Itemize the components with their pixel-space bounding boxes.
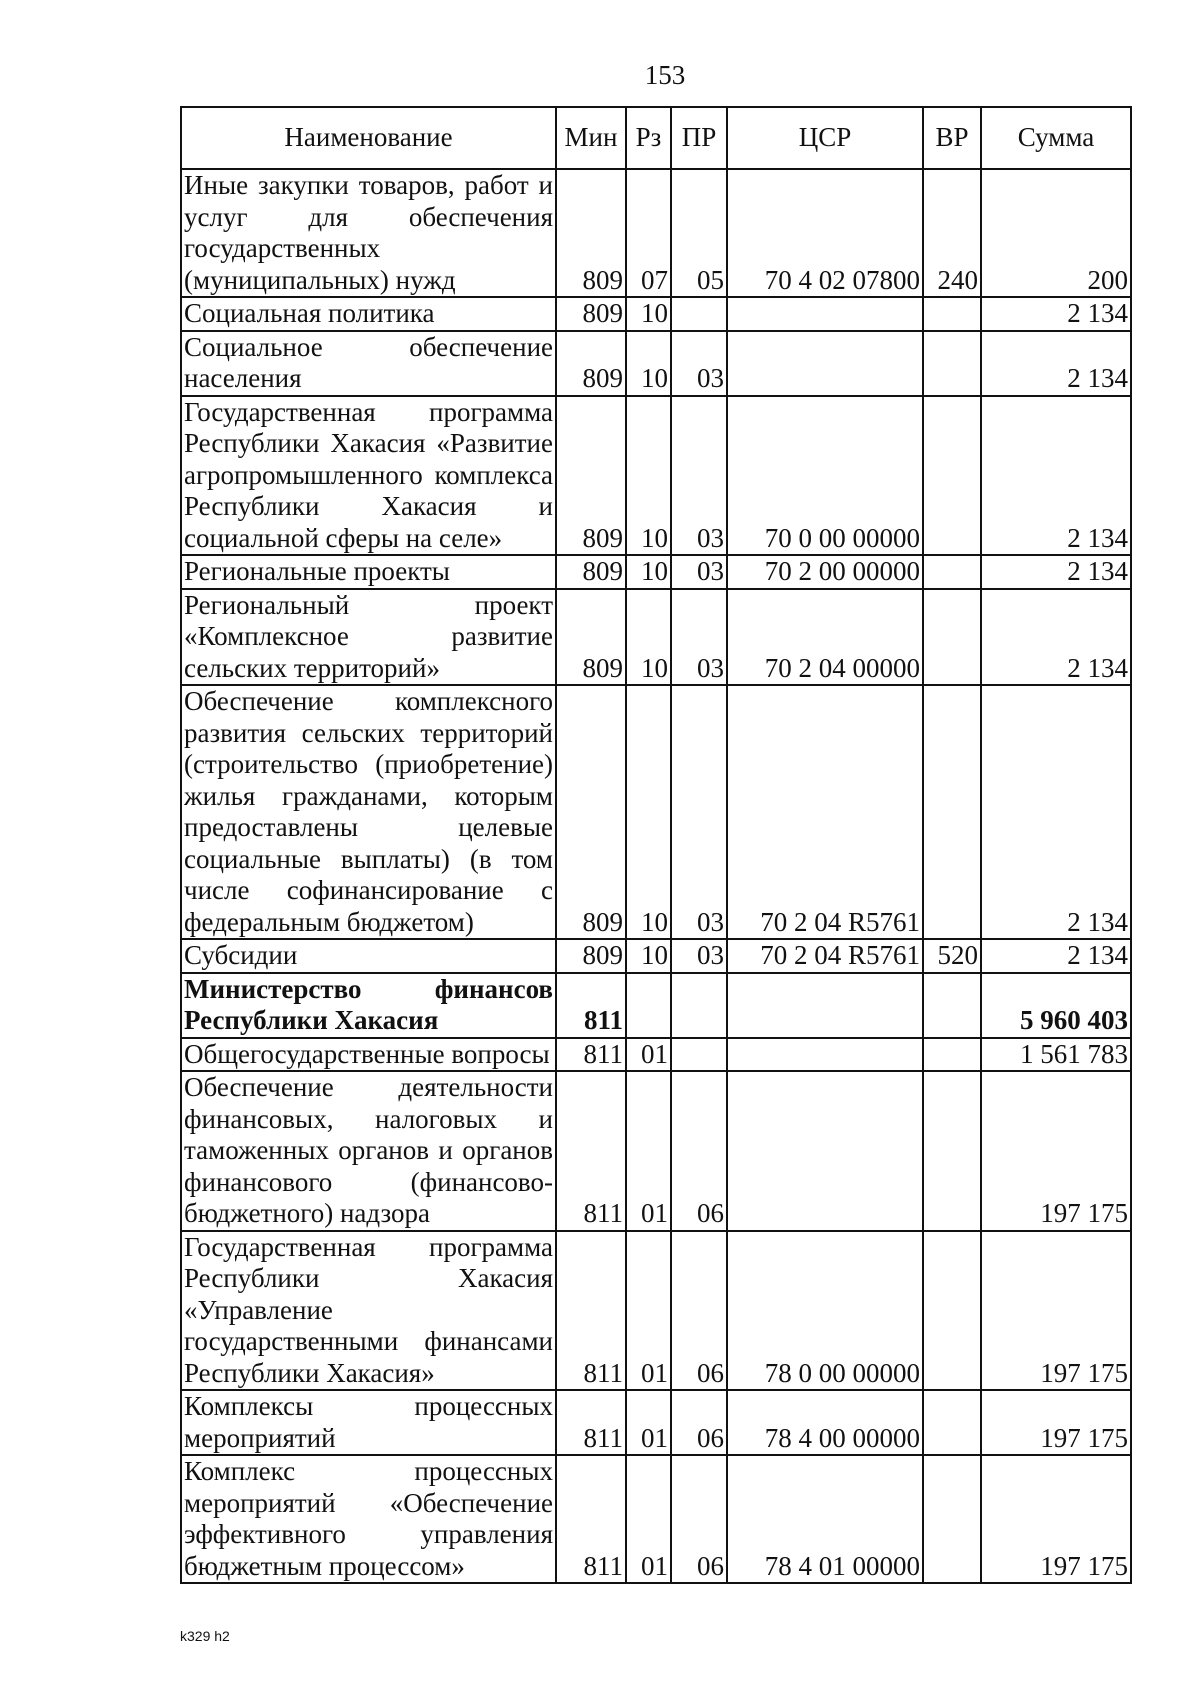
- header-sum: Сумма: [981, 107, 1131, 169]
- cell-pr: 03: [671, 396, 727, 556]
- table-row: [181, 555, 1131, 589]
- cell-sum: 200: [981, 169, 1131, 297]
- header-vr: ВР: [923, 107, 981, 169]
- cell-rz: 07: [626, 169, 671, 297]
- cell-rz: 10: [626, 396, 671, 556]
- cell-vr: [923, 1455, 981, 1583]
- cell-rz: 10: [626, 939, 671, 973]
- cell-min: 811: [556, 1071, 626, 1231]
- page-number: 153: [644, 60, 686, 90]
- table-row: [181, 973, 1131, 1038]
- cell-name: Государственная программа Республики Хакасия «Развитие агропромышленного комплекса Республики Хакасия и социальной сферы на селе»: [181, 396, 556, 556]
- cell-min: 809: [556, 939, 626, 973]
- cell-sum: 197 175: [981, 1455, 1131, 1583]
- table-header-row: [181, 107, 1131, 169]
- cell-min: 809: [556, 331, 626, 396]
- cell-min: 809: [556, 169, 626, 297]
- cell-pr: 06: [671, 1455, 727, 1583]
- cell-csr: [727, 297, 923, 331]
- cell-csr: 70 2 04 00000: [727, 589, 923, 686]
- table-row: [181, 1390, 1131, 1455]
- cell-name: Обеспечение деятельности финансовых, налоговых и таможенных органов и органов финансового (финансово-бюджетного) надзора: [181, 1071, 556, 1231]
- cell-vr: [923, 331, 981, 396]
- cell-vr: [923, 1038, 981, 1072]
- header-pr: ПР: [671, 107, 727, 169]
- cell-rz: 10: [626, 589, 671, 686]
- cell-vr: [923, 589, 981, 686]
- cell-name: Общегосударственные вопросы: [181, 1038, 556, 1072]
- cell-sum: 1 561 783: [981, 1038, 1131, 1072]
- budget-table: [180, 106, 1132, 1584]
- cell-vr: [923, 297, 981, 331]
- cell-vr: [923, 1071, 981, 1231]
- cell-min: 811: [556, 973, 626, 1038]
- table-row: [181, 331, 1131, 396]
- cell-min: 809: [556, 297, 626, 331]
- cell-pr: 03: [671, 589, 727, 686]
- cell-rz: 10: [626, 685, 671, 939]
- table-row: [181, 396, 1131, 556]
- cell-sum: 2 134: [981, 396, 1131, 556]
- cell-name: Региональные проекты: [181, 555, 556, 589]
- cell-vr: [923, 1390, 981, 1455]
- table-row: [181, 589, 1131, 686]
- cell-csr: [727, 331, 923, 396]
- cell-rz: 01: [626, 1231, 671, 1391]
- cell-min: 811: [556, 1455, 626, 1583]
- cell-vr: [923, 1231, 981, 1391]
- cell-name: Обеспечение комплексного развития сельских территорий (строительство (приобретение) жилья гражданами, которым предоставлены целевые социальные выплаты) (в том числе софинансирование с федеральным бюджетом): [181, 685, 556, 939]
- cell-vr: [923, 973, 981, 1038]
- cell-csr: 70 2 04 R5761: [727, 939, 923, 973]
- cell-pr: 03: [671, 939, 727, 973]
- cell-rz: 10: [626, 297, 671, 331]
- cell-name: Государственная программа Республики Хакасия «Управление государственными финансами Республики Хакасия»: [181, 1231, 556, 1391]
- cell-pr: [671, 973, 727, 1038]
- cell-min: 809: [556, 555, 626, 589]
- cell-min: 811: [556, 1038, 626, 1072]
- cell-rz: 01: [626, 1390, 671, 1455]
- cell-pr: 06: [671, 1231, 727, 1391]
- cell-pr: 06: [671, 1071, 727, 1231]
- cell-name: Социальная политика: [181, 297, 556, 331]
- cell-name: Региональный проект «Комплексное развитие сельских территорий»: [181, 589, 556, 686]
- cell-rz: [626, 973, 671, 1038]
- cell-name: Министерство финансов Республики Хакасия: [181, 973, 556, 1038]
- table-row: [181, 685, 1131, 939]
- cell-csr: 70 2 04 R5761: [727, 685, 923, 939]
- cell-rz: 10: [626, 331, 671, 396]
- cell-csr: 78 4 01 00000: [727, 1455, 923, 1583]
- cell-csr: [727, 1038, 923, 1072]
- cell-vr: [923, 555, 981, 589]
- cell-csr: 78 0 00 00000: [727, 1231, 923, 1391]
- cell-sum: 2 134: [981, 555, 1131, 589]
- cell-min: 809: [556, 685, 626, 939]
- cell-rz: 10: [626, 555, 671, 589]
- cell-csr: [727, 1071, 923, 1231]
- table-row: [181, 1038, 1131, 1072]
- cell-csr: 70 4 02 07800: [727, 169, 923, 297]
- cell-sum: 2 134: [981, 685, 1131, 939]
- cell-csr: 70 0 00 00000: [727, 396, 923, 556]
- cell-csr: 78 4 00 00000: [727, 1390, 923, 1455]
- cell-pr: 06: [671, 1390, 727, 1455]
- cell-sum: 2 134: [981, 939, 1131, 973]
- cell-pr: 03: [671, 555, 727, 589]
- cell-min: 809: [556, 396, 626, 556]
- cell-min: 811: [556, 1390, 626, 1455]
- table-row: [181, 1455, 1131, 1583]
- table-row: [181, 1231, 1131, 1391]
- cell-name: Комплекс процессных мероприятий «Обеспечение эффективного управления бюджетным процессом»: [181, 1455, 556, 1583]
- cell-sum: 2 134: [981, 589, 1131, 686]
- cell-name: Социальное обеспечение населения: [181, 331, 556, 396]
- header-rz: Рз: [626, 107, 671, 169]
- table-row: [181, 1071, 1131, 1231]
- header-csr: ЦСР: [727, 107, 923, 169]
- cell-rz: 01: [626, 1071, 671, 1231]
- cell-vr: [923, 396, 981, 556]
- cell-name: Комплексы процессных мероприятий: [181, 1390, 556, 1455]
- cell-pr: [671, 1038, 727, 1072]
- cell-csr: [727, 973, 923, 1038]
- cell-pr: 03: [671, 685, 727, 939]
- header-min: Мин: [556, 107, 626, 169]
- header-name: Наименование: [181, 107, 556, 169]
- cell-sum: 197 175: [981, 1390, 1131, 1455]
- cell-rz: 01: [626, 1038, 671, 1072]
- table-row: [181, 939, 1131, 973]
- cell-pr: 03: [671, 331, 727, 396]
- cell-sum: 2 134: [981, 297, 1131, 331]
- cell-sum: 197 175: [981, 1231, 1131, 1391]
- cell-vr: 240: [923, 169, 981, 297]
- cell-name: Иные закупки товаров, работ и услуг для обеспечения государственных (муниципальных) нужд: [181, 169, 556, 297]
- cell-vr: [923, 685, 981, 939]
- cell-vr: 520: [923, 939, 981, 973]
- cell-sum: 5 960 403: [981, 973, 1131, 1038]
- cell-pr: [671, 297, 727, 331]
- cell-name: Субсидии: [181, 939, 556, 973]
- cell-min: 809: [556, 589, 626, 686]
- document-code: k329 h2: [180, 1628, 230, 1644]
- cell-rz: 01: [626, 1455, 671, 1583]
- cell-sum: 197 175: [981, 1071, 1131, 1231]
- cell-min: 811: [556, 1231, 626, 1391]
- table-row: [181, 169, 1131, 297]
- cell-sum: 2 134: [981, 331, 1131, 396]
- table-row: [181, 297, 1131, 331]
- cell-pr: 05: [671, 169, 727, 297]
- cell-csr: 70 2 00 00000: [727, 555, 923, 589]
